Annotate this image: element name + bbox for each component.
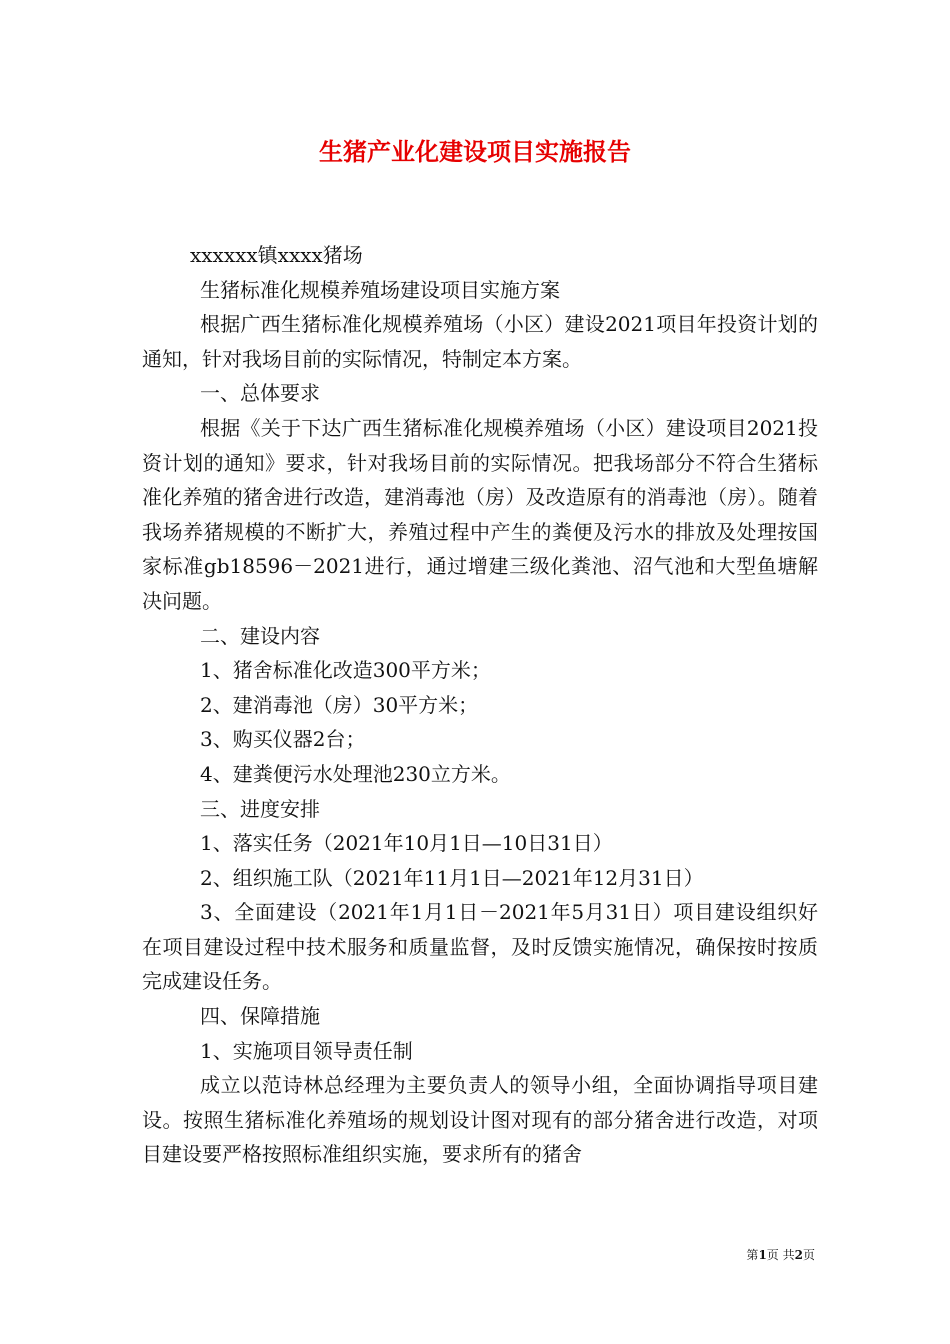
list-item: 2、组织施工队（2021年11月1日—2021年12月31日） xyxy=(200,865,704,890)
paragraph-intro: 根据广西生猪标准化规模养殖场（小区）建设2021项目年投资计划的通知，针对我场目前的实际情况，特制定本方案。 xyxy=(142,312,818,371)
list-item: 2、建消毒池（房）30平方米； xyxy=(200,692,479,717)
section-heading-measures: 四、保障措施 xyxy=(200,1004,320,1029)
list-item: 4、建粪便污水处理池230立方米。 xyxy=(200,761,511,786)
document-body xyxy=(142,238,818,1172)
page-footer xyxy=(0,1246,815,1263)
section-heading-schedule: 三、进度安排 xyxy=(200,796,320,821)
footer-prefix: 第 xyxy=(746,1248,759,1262)
list-item: 1、落实任务（2021年10月1日—10日31日） xyxy=(200,831,613,856)
list-item: 1、实施项目领导责任制 xyxy=(200,1038,413,1063)
list-item: 1、猪舍标准化改造300平方米； xyxy=(200,658,491,683)
footer-current-page: 1 xyxy=(758,1248,767,1262)
document-title: 生猪产业化建设项目实施报告 xyxy=(319,137,631,166)
footer-total-pages: 2 xyxy=(794,1248,803,1262)
footer-middle: 页 共 xyxy=(766,1248,795,1262)
section-heading-general: 一、总体要求 xyxy=(200,381,320,406)
paragraph-general: 根据《关于下达广西生猪标准化规模养殖场（小区）建设项目2021投资计划的通知》要求，针对我场目前的实际情况。把我场部分不符合生猪标准化养殖的猪舍进行改造，建消毒池（房）及改造原有的消毒池（房）。随着我场养猪规模的不断扩大，养殖过程中产生的粪便及污水的排放及处理按国家标准gb18596－2021进行，通过增建三级化粪池、沼气池和大型鱼塘解决问题。 xyxy=(142,415,818,613)
farm-name-line: xxxxxx镇xxxx猪场 xyxy=(190,243,363,267)
footer-suffix: 页 xyxy=(802,1248,815,1262)
list-item: 3、全面建设（2021年1月1日－2021年5月31日）项目建设组织好在项目建设过程中技术服务和质量监督，及时反馈实施情况，确保按时按质完成建设任务。 xyxy=(142,900,818,994)
paragraph-leadership: 成立以范诗林总经理为主要负责人的领导小组，全面协调指导项目建设。按照生猪标准化养殖场的规划设计图对现有的部分猪舍进行改造，对项目建设要严格按照标准组织实施，要求所有的猪舍 xyxy=(142,1073,818,1167)
section-heading-content: 二、建设内容 xyxy=(200,623,320,648)
list-item: 3、购买仪器2台； xyxy=(200,727,366,752)
plan-subtitle: 生猪标准化规模养殖场建设项目实施方案 xyxy=(200,277,560,302)
